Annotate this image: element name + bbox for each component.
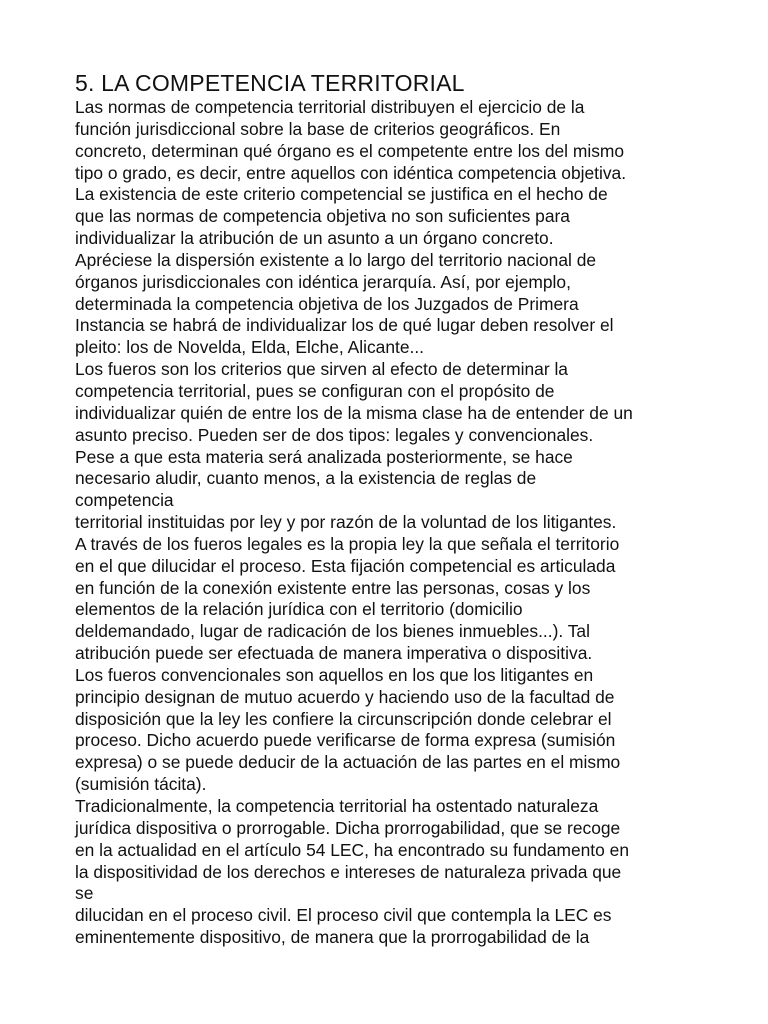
text-line: A través de los fueros legales es la propia ley la que señala el territorio [75,533,620,554]
text-line: expresa) o se puede deducir de la actuación de las partes en el mismo [75,752,621,773]
text-line: necesario aludir, cuanto menos, a la existencia de reglas de [75,468,537,489]
text-line: Las normas de competencia territorial distribuyen el ejercicio de la [75,97,585,117]
text-line: se [75,883,94,904]
text-line: Tradicionalmente, la competencia territorial ha ostentado naturaleza [75,796,599,816]
text-line: jurídica dispositiva o prorrogable. Dicha prorrogabilidad, que se recoge [75,817,621,838]
text-line: disposición que la ley les confiere la circunscripción donde celebrar el [75,708,612,729]
document-body [75,97,715,949]
text-line: tipo o grado, es decir, entre aquellos con idéntica competencia objetiva. [75,162,627,183]
text-line: Instancia se habrá de individualizar los de qué lugar deben resolver el [75,315,614,336]
text-line: Apréciese la dispersión existente a lo largo del territorio nacional de [75,249,597,270]
text-line: deldemandado, lugar de radicación de los bienes inmuebles...). Tal [75,621,590,642]
text-line: que las normas de competencia objetiva no son suficientes para [75,206,570,227]
text-line: la dispositividad de los derechos e intereses de naturaleza privada que [75,861,622,882]
text-line: atribución puede ser efectuada de manera imperativa o dispositiva. [75,643,593,664]
text-line: asunto preciso. Pueden ser de dos tipos: legales y convencionales. [75,424,594,445]
text-line: elementos de la relación jurídica con el territorio (domicilio [75,599,523,620]
text-line: Pese a que esta materia será analizada posteriormente, se hace [75,446,573,467]
text-line: en la actualidad en el artículo 54 LEC, ha encontrado su fundamento en [75,839,629,860]
text-line: individualizar la atribución de un asunto a un órgano concreto. [75,228,554,249]
text-line: proceso. Dicho acuerdo puede verificarse de forma expresa (sumisión [75,730,616,751]
text-line: dilucidan en el proceso civil. El proceso civil que contempla la LEC es [75,905,612,926]
text-line: competencia [75,490,174,511]
text-line: en función de la conexión existente entre las personas, cosas y los [75,577,591,598]
text-line: (sumisión tácita). [75,774,207,795]
text-line: competencia territorial, pues se configuran con el propósito de [75,380,555,401]
text-line: eminentemente dispositivo, de manera que la prorrogabilidad de la [75,927,590,948]
text-line: La existencia de este criterio competencial se justifica en el hecho de [75,184,608,205]
text-line: Los fueros son los criterios que sirven al efecto de determinar la [75,359,568,380]
text-line: principio designan de mutuo acuerdo y haciendo uso de la facultad de [75,686,615,707]
text-line: determinada la competencia objetiva de los Juzgados de Primera [75,293,579,314]
text-line: territorial instituidas por ley y por razón de la voluntad de los litigantes. [75,512,617,533]
document-title: 5. LA COMPETENCIA TERRITORIAL [75,70,465,96]
text-line: pleito: los de Novelda, Elda, Elche, Alicante... [75,337,424,358]
text-line: órganos jurisdiccionales con idéntica jerarquía. Así, por ejemplo, [75,271,571,292]
text-line: concreto, determinan qué órgano es el competente entre los del mismo [75,140,625,161]
text-line: en el que dilucidar el proceso. Esta fijación competencial es articulada [75,555,616,576]
text-line: individualizar quién de entre los de la misma clase ha de entender de un [75,402,633,423]
text-line: función jurisdiccional sobre la base de criterios geográficos. En [75,118,561,139]
document-page [75,70,715,949]
text-line: Los fueros convencionales son aquellos en los que los litigantes en [75,664,594,685]
